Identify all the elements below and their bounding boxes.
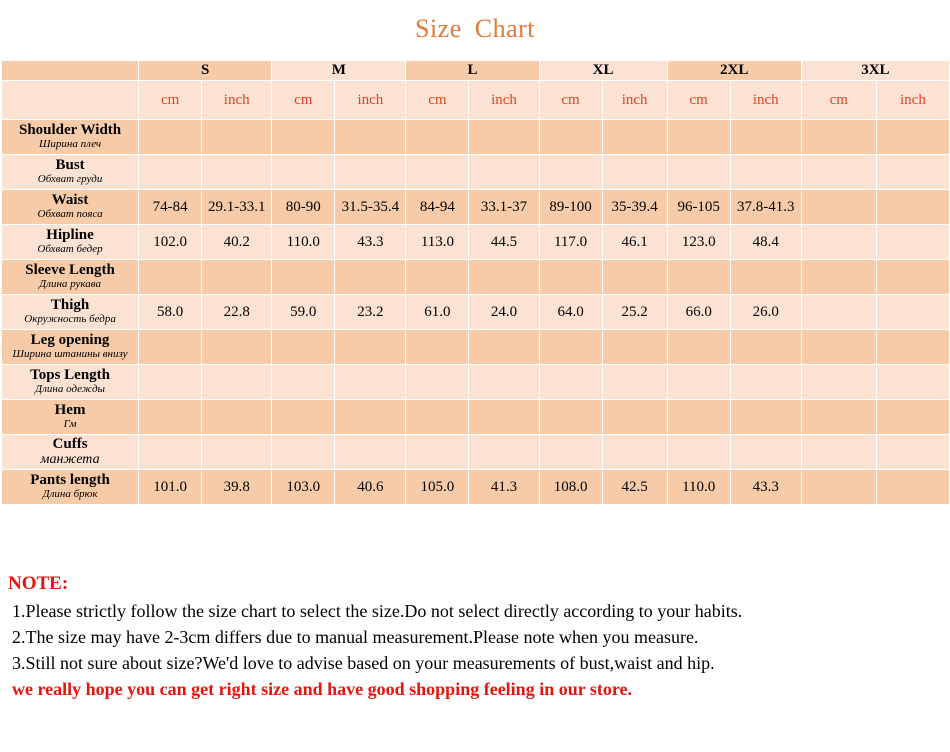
unit-cm: cm (406, 81, 469, 120)
table-cell (730, 120, 801, 155)
table-row (2, 225, 950, 260)
unit-cm: cm (139, 81, 202, 120)
table-cell: 123.0 (667, 225, 730, 260)
table-cell: 22.8 (202, 295, 272, 330)
row-label (2, 155, 139, 190)
row-label-en: Waist (51, 192, 89, 209)
table-row (2, 260, 950, 295)
table-cell: 74-84 (139, 190, 202, 225)
row-label (2, 225, 139, 260)
table-cell (139, 260, 202, 295)
table-cell: 117.0 (539, 225, 602, 260)
table-cell: 43.3 (335, 225, 406, 260)
table-cell (469, 330, 539, 365)
table-cell (539, 330, 602, 365)
table-row (2, 365, 950, 400)
table-cell (730, 400, 801, 435)
table-cell (539, 400, 602, 435)
table-cell: 41.3 (469, 470, 539, 505)
row-label-ru: Обхват бедер (37, 243, 103, 256)
table-cell: 25.2 (602, 295, 667, 330)
row-label (2, 435, 139, 470)
table-cell (469, 365, 539, 400)
table-cell (667, 365, 730, 400)
table-cell (272, 120, 335, 155)
table-cell (667, 435, 730, 470)
size-header-s: S (139, 61, 272, 81)
table-cell (406, 365, 469, 400)
table-cell (202, 260, 272, 295)
table-cell (876, 225, 949, 260)
row-label (2, 260, 139, 295)
table-cell (335, 330, 406, 365)
table-cell (730, 260, 801, 295)
row-label-ru: Гм (63, 418, 77, 431)
table-cell (801, 330, 876, 365)
table-cell (139, 365, 202, 400)
table-cell (202, 435, 272, 470)
size-header-2xl: 2XL (667, 61, 801, 81)
table-cell (801, 295, 876, 330)
table-cell (539, 120, 602, 155)
row-label-ru: Длина рукава (39, 278, 101, 291)
unit-cm: cm (272, 81, 335, 120)
table-cell: 89-100 (539, 190, 602, 225)
table-cell (801, 120, 876, 155)
table-cell (202, 330, 272, 365)
row-label-ru: Ширина штанины внизу (12, 348, 128, 361)
table-cell: 59.0 (272, 295, 335, 330)
unit-inch: inch (469, 81, 539, 120)
table-cell: 29.1-33.1 (202, 190, 272, 225)
table-cell (335, 155, 406, 190)
table-cell (272, 260, 335, 295)
row-label (2, 330, 139, 365)
unit-inch: inch (202, 81, 272, 120)
table-cell (801, 155, 876, 190)
size-header-3xl: 3XL (801, 61, 949, 81)
table-cell (139, 120, 202, 155)
table-cell: 96-105 (667, 190, 730, 225)
table-cell (730, 330, 801, 365)
table-cell (202, 120, 272, 155)
row-label-en: Bust (55, 157, 85, 174)
table-cell (272, 330, 335, 365)
table-row (2, 435, 950, 470)
chart-title: Size Chart (414, 14, 536, 43)
table-cell (602, 435, 667, 470)
table-cell (335, 260, 406, 295)
table-row (2, 330, 950, 365)
table-cell (469, 435, 539, 470)
table-cell (539, 260, 602, 295)
table-cell: 64.0 (539, 295, 602, 330)
table-cell (667, 330, 730, 365)
note-line-1: 1.Please strictly follow the size chart to select the size.Do not select directly according to your habits. (12, 601, 743, 621)
row-label-ru: Обхват пояса (37, 208, 103, 221)
note-heading: NOTE: (8, 573, 69, 594)
unit-header-corner (2, 81, 139, 120)
table-cell (876, 365, 949, 400)
unit-cm: cm (539, 81, 602, 120)
table-cell (406, 260, 469, 295)
size-header-m: M (272, 61, 406, 81)
table-cell (469, 120, 539, 155)
table-cell (139, 330, 202, 365)
table-cell (469, 155, 539, 190)
unit-inch: inch (602, 81, 667, 120)
table-cell: 61.0 (406, 295, 469, 330)
table-cell (667, 120, 730, 155)
table-cell: 40.6 (335, 470, 406, 505)
table-cell: 39.8 (202, 470, 272, 505)
table-cell (602, 365, 667, 400)
table-cell (202, 155, 272, 190)
table-cell (801, 190, 876, 225)
table-cell: 44.5 (469, 225, 539, 260)
table-cell (335, 120, 406, 155)
table-cell (406, 120, 469, 155)
table-cell (139, 155, 202, 190)
size-header-row (2, 61, 950, 81)
table-cell: 35-39.4 (602, 190, 667, 225)
table-cell (272, 155, 335, 190)
table-cell (801, 435, 876, 470)
row-label-en: Pants length (30, 472, 110, 489)
note-line-2: 2.The size may have 2-3cm differs due to manual measurement.Please note when you measure. (12, 627, 699, 647)
table-cell (406, 435, 469, 470)
table-row (2, 470, 950, 505)
unit-cm: cm (801, 81, 876, 120)
unit-inch: inch (730, 81, 801, 120)
unit-inch: inch (876, 81, 949, 120)
size-header-corner (2, 61, 139, 81)
table-row (2, 190, 950, 225)
table-cell (730, 155, 801, 190)
row-label-ru: манжета (40, 451, 100, 467)
table-cell (876, 330, 949, 365)
table-cell: 26.0 (730, 295, 801, 330)
table-cell: 101.0 (139, 470, 202, 505)
table-cell: 66.0 (667, 295, 730, 330)
table-cell (406, 330, 469, 365)
table-cell (876, 120, 949, 155)
table-cell (272, 365, 335, 400)
unit-cm: cm (667, 81, 730, 120)
table-cell: 84-94 (406, 190, 469, 225)
unit-header-row (2, 81, 950, 120)
table-cell (876, 155, 949, 190)
table-cell (876, 400, 949, 435)
table-cell (801, 470, 876, 505)
table-cell: 33.1-37 (469, 190, 539, 225)
table-cell (667, 155, 730, 190)
note-line-3: 3.Still not sure about size?We'd love to advise based on your measurements of bust,waist and hip. (12, 653, 715, 673)
table-cell: 23.2 (335, 295, 406, 330)
row-label-ru: Ширина плеч (38, 138, 102, 151)
table-cell (539, 155, 602, 190)
table-cell (876, 295, 949, 330)
table-row (2, 400, 950, 435)
table-cell (602, 120, 667, 155)
table-cell (602, 330, 667, 365)
table-cell: 113.0 (406, 225, 469, 260)
table-cell: 105.0 (406, 470, 469, 505)
table-cell: 37.8-41.3 (730, 190, 801, 225)
table-cell (602, 155, 667, 190)
table-cell (202, 365, 272, 400)
row-label-ru: Длина одежды (35, 383, 106, 396)
row-label (2, 295, 139, 330)
row-label-en: Thigh (50, 297, 90, 314)
size-header-l: L (406, 61, 539, 81)
table-cell (406, 155, 469, 190)
table-cell (667, 260, 730, 295)
table-row (2, 295, 950, 330)
row-label-en: Shoulder Width (18, 122, 122, 139)
table-cell (539, 435, 602, 470)
table-cell (876, 190, 949, 225)
table-cell: 108.0 (539, 470, 602, 505)
table-cell: 102.0 (139, 225, 202, 260)
size-chart-table (1, 60, 950, 505)
table-cell (876, 260, 949, 295)
table-cell: 48.4 (730, 225, 801, 260)
table-cell: 103.0 (272, 470, 335, 505)
table-cell (876, 470, 949, 505)
row-label-en: Cuffs (52, 435, 88, 452)
size-header-xl: XL (539, 61, 667, 81)
table-cell: 80-90 (272, 190, 335, 225)
table-cell: 58.0 (139, 295, 202, 330)
row-label-ru: Окружность бедра (24, 313, 116, 326)
table-cell (202, 400, 272, 435)
table-cell: 110.0 (272, 225, 335, 260)
table-cell: 31.5-35.4 (335, 190, 406, 225)
table-cell: 43.3 (730, 470, 801, 505)
table-cell: 40.2 (202, 225, 272, 260)
table-cell (730, 435, 801, 470)
table-row (2, 120, 950, 155)
table-cell (469, 260, 539, 295)
unit-inch: inch (335, 81, 406, 120)
table-cell (801, 225, 876, 260)
table-cell (539, 365, 602, 400)
row-label (2, 400, 139, 435)
measurement-rows (2, 120, 950, 505)
table-cell (406, 400, 469, 435)
table-cell (335, 435, 406, 470)
table-cell (272, 400, 335, 435)
row-label-en: Sleeve Length (25, 262, 115, 279)
table-cell: 42.5 (602, 470, 667, 505)
table-cell (876, 435, 949, 470)
note-closing: we really hope you can get right size and have good shopping feeling in our store. (12, 679, 633, 699)
table-cell (139, 435, 202, 470)
row-label (2, 365, 139, 400)
table-cell (667, 400, 730, 435)
row-label (2, 120, 139, 155)
table-cell (469, 400, 539, 435)
table-cell (272, 435, 335, 470)
row-label (2, 190, 139, 225)
table-cell (602, 260, 667, 295)
table-cell (801, 365, 876, 400)
table-cell (139, 400, 202, 435)
row-label-en: Hipline (46, 227, 94, 244)
table-cell (730, 365, 801, 400)
table-cell (335, 400, 406, 435)
table-cell: 46.1 (602, 225, 667, 260)
table-cell (801, 400, 876, 435)
row-label-ru: Обхват груди (37, 173, 103, 186)
table-row (2, 155, 950, 190)
row-label-ru: Длина брюк (42, 488, 98, 501)
row-label-en: Tops Length (30, 367, 111, 384)
table-cell (335, 365, 406, 400)
table-cell: 24.0 (469, 295, 539, 330)
table-cell: 110.0 (667, 470, 730, 505)
row-label-en: Leg opening (30, 332, 110, 349)
row-label-en: Hem (54, 402, 86, 419)
table-cell (602, 400, 667, 435)
row-label (2, 470, 139, 505)
table-cell (801, 260, 876, 295)
